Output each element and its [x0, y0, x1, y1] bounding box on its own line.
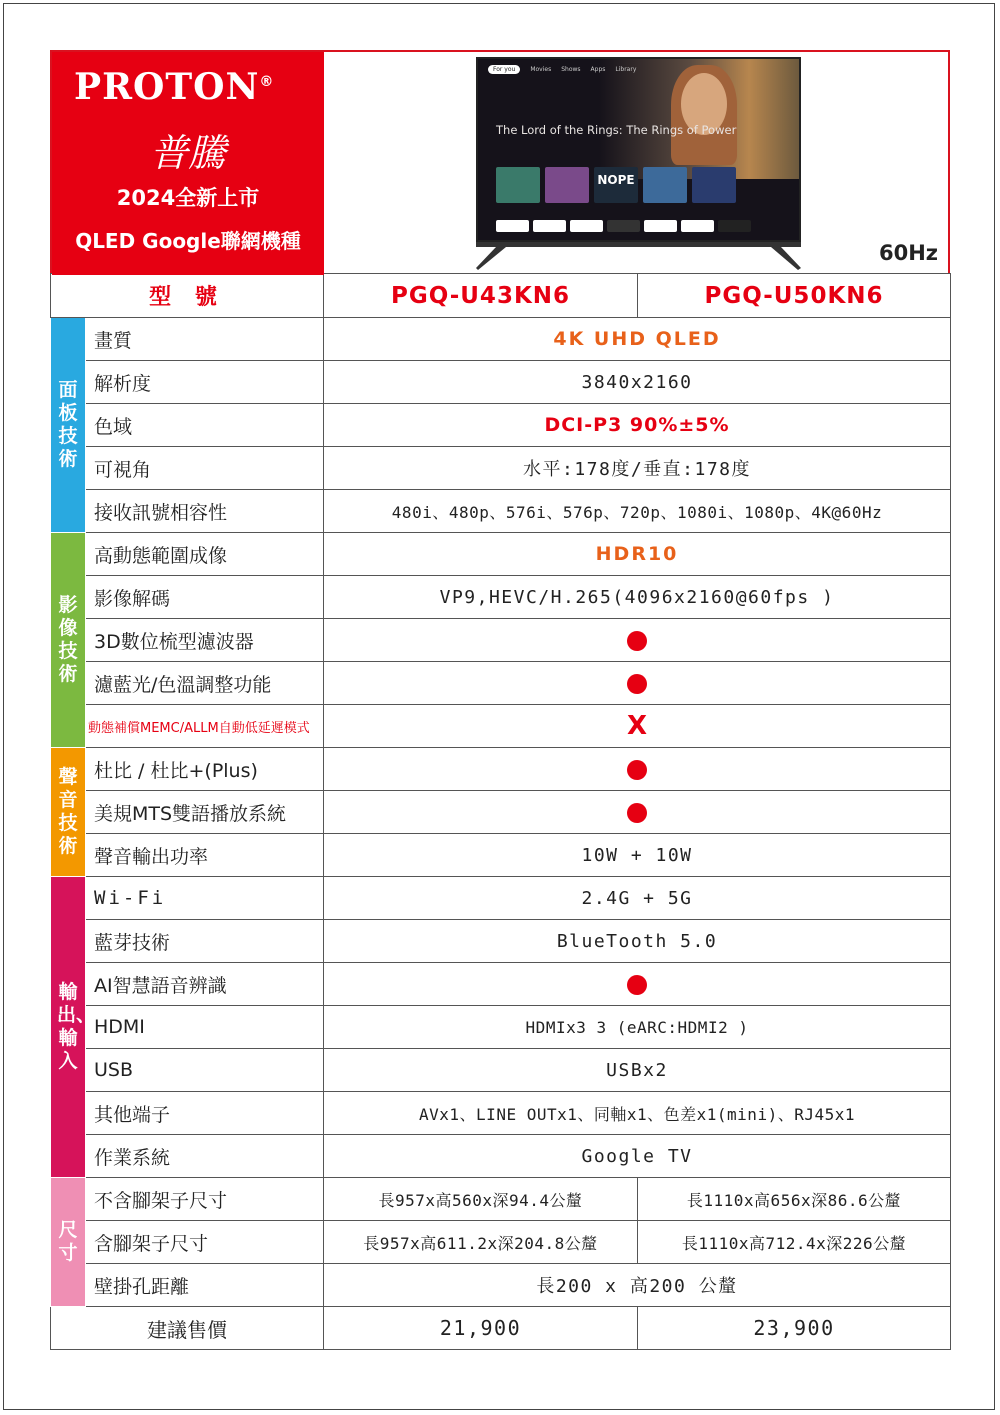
- row-mts: 美規MTS雙語播放系統: [51, 791, 951, 834]
- category-io: 輸出、輸入: [51, 877, 86, 1178]
- spec-table: [50, 273, 951, 1350]
- supported-dot: [627, 760, 647, 780]
- tv-apps: [496, 220, 751, 232]
- model-2: PGQ-U50KN6: [638, 274, 951, 318]
- tv-hero-title: The Lord of the Rings: The Rings of Power: [496, 123, 737, 137]
- brand-chinese-name: 普騰: [149, 131, 226, 175]
- row-memc: 動態補償MEMC/ALLM自動低延遲模式 X: [51, 705, 951, 748]
- supported-dot: [627, 631, 647, 651]
- category-size: 尺寸: [51, 1178, 86, 1307]
- model-line: QLED Google聯網機種: [75, 229, 301, 253]
- row-size-nostand: 尺寸 不含腳架子尺寸 長957x高560x深94.4公釐 長1110x高656x深86.6公釐: [51, 1178, 951, 1221]
- supported-dot: [627, 803, 647, 823]
- spec-sheet: [50, 50, 950, 1350]
- row-size-stand: 含腳架子尺寸 長957x高611.2x深204.8公釐 長1110x高712.4x深226公釐: [51, 1221, 951, 1264]
- tv-image: [476, 57, 801, 272]
- brand-panel: [52, 52, 324, 275]
- price-1: 21,900: [324, 1307, 638, 1350]
- row-hdmi: HDMI HDMIx3 3 (eARC:HDMI2 ): [51, 1006, 951, 1049]
- row-decode: 影像解碼 VP9,HEVC/H.265(4096x2160@60fps ): [51, 576, 951, 619]
- tv-tiles: NOPE: [496, 167, 736, 203]
- row-hdr: 影像技術 高動態範圍成像 HDR10: [51, 533, 951, 576]
- type-label: 型 號: [51, 274, 324, 318]
- row-ai: AI智慧語音辨識: [51, 963, 951, 1006]
- category-video: 影像技術: [51, 533, 86, 748]
- row-picture: 面板技術 畫質 4K UHD QLED: [51, 318, 951, 361]
- row-signal: 接收訊號相容性 480i、480p、576i、576p、720p、1080i、1080p、4K@60Hz: [51, 490, 951, 533]
- row-angle: 可視角 水平:178度/垂直:178度: [51, 447, 951, 490]
- row-os: 作業系統 Google TV: [51, 1135, 951, 1178]
- category-panel: 面板技術: [51, 318, 86, 533]
- launch-text: 2024全新上市: [116, 186, 260, 210]
- row-resolution: 解析度 3840x2160: [51, 361, 951, 404]
- tv-stand: [476, 242, 801, 272]
- category-audio: 聲音技術: [51, 748, 86, 877]
- row-usb: USB USBx2: [51, 1049, 951, 1092]
- price-2: 23,900: [638, 1307, 951, 1350]
- row-comb: 3D數位梳型濾波器: [51, 619, 951, 662]
- price-label: 建議售價: [51, 1307, 324, 1350]
- tv-screen: [476, 57, 801, 242]
- row-other: 其他端子 AVx1、LINE OUTx1、同軸x1、色差x1(mini)、RJ45x1: [51, 1092, 951, 1135]
- row-gamut: 色域 DCI-P3 90%±5%: [51, 404, 951, 447]
- row-wifi: 輸出、輸入 Wi-Fi 2.4G + 5G: [51, 877, 951, 920]
- row-price: [51, 1307, 951, 1350]
- row-vesa: 壁掛孔距離 長200 x 高200 公釐: [51, 1264, 951, 1307]
- not-supported-mark: X: [626, 711, 648, 741]
- supported-dot: [627, 674, 647, 694]
- refresh-rate: 60Hz: [878, 241, 938, 265]
- row-dolby: 聲音技術 杜比 / 杜比+(Plus): [51, 748, 951, 791]
- row-bt: 藍芽技術 BlueTooth 5.0: [51, 920, 951, 963]
- supported-dot: [627, 975, 647, 995]
- tv-nav: For you Movies Shows Apps Library: [488, 65, 636, 74]
- picture-value: 4K UHD QLED: [324, 318, 951, 361]
- row-power: 聲音輸出功率 10W + 10W: [51, 834, 951, 877]
- row-bluelight: 濾藍光/色溫調整功能: [51, 662, 951, 705]
- brand-logo: PROTON®: [74, 66, 275, 108]
- model-1: PGQ-U43KN6: [324, 274, 638, 318]
- model-header-row: [51, 274, 951, 318]
- top-banner: [50, 50, 950, 273]
